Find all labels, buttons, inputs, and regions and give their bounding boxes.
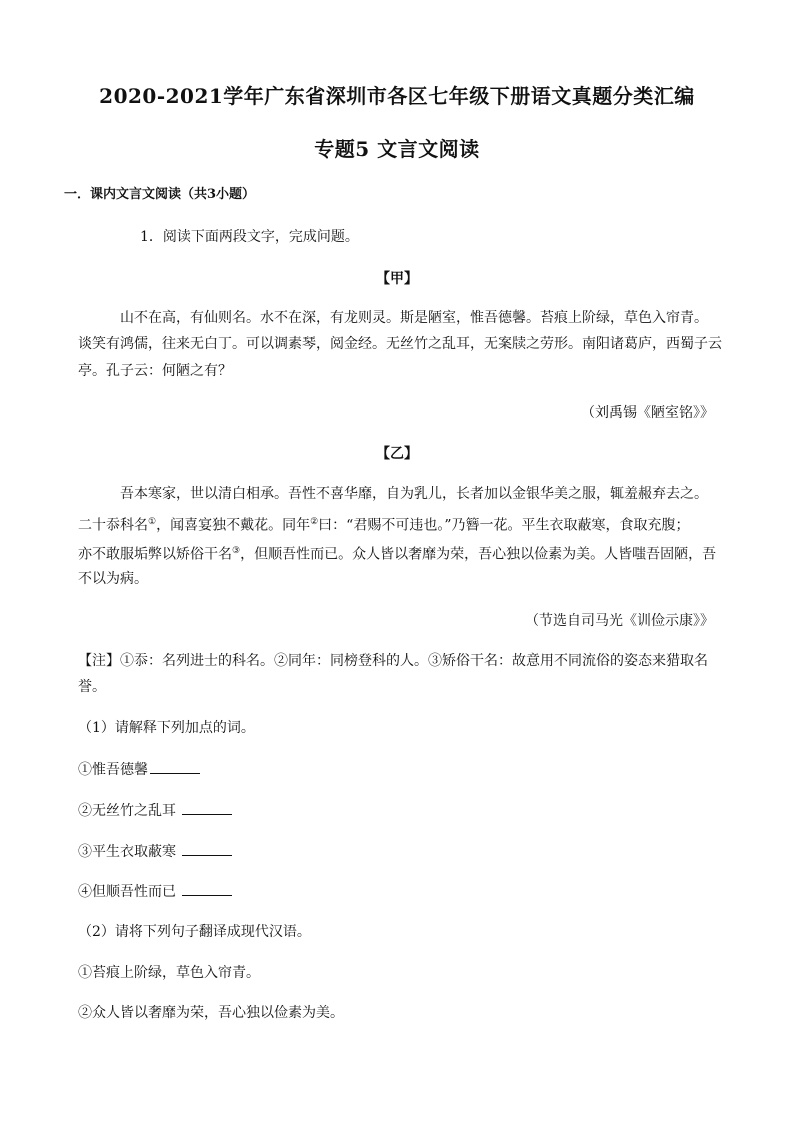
passage-jia-line: 山不在高，有仙则名。水不在深，有龙则灵。斯是陋室，惟吾德馨。苔痕上阶绿，草色入帘青。	[120, 310, 708, 326]
subquestion-1-item: ②无丝竹之乱耳	[78, 800, 718, 821]
answer-blank[interactable]	[182, 841, 232, 856]
subquestion-2-prompt: （2）请将下列句子翻译成现代汉语。	[78, 924, 311, 940]
passage-jia-source: （刘禹锡《陋室铭》》	[581, 405, 714, 421]
answer-blank[interactable]	[182, 800, 232, 815]
subquestion-2-item: ①苔痕上阶绿，草色入帘青。	[78, 965, 260, 981]
passage-yi-line: 吾本寒家，世以清白相承。吾性不喜华靡，自为乳儿，长者加以金银华美之服，辄羞赧弃去之。	[120, 486, 708, 502]
document-subtitle: 专题5 文言文阅读	[314, 137, 480, 161]
passage-yi-line: 不以为病。	[78, 571, 148, 587]
footnote-marker: ①	[148, 517, 157, 527]
subquestion-1-prompt: （1）请解释下列加点的词。	[78, 720, 255, 736]
subquestion-2-item: ②众人皆以奢靡为荣，吾心独以俭素为美。	[78, 1005, 344, 1021]
subquestion-1-item: ④但顺吾性而已	[78, 881, 718, 902]
subquestion-1-item: ①惟吾德馨	[78, 759, 718, 780]
passage-yi-source: （节选自司马光《训俭示康》》	[525, 613, 714, 629]
footnote-marker: ②	[310, 517, 319, 527]
footnote-marker: ③	[232, 546, 241, 556]
notes-line: 【注】①忝：名列进士的科名。②同年：同榜登科的人。③矫俗干名：故意用不同流俗的姿态来猎取名	[78, 653, 708, 669]
passage-yi-line: 二十忝科名①，闻喜宴独不戴花。同年②曰：“君赐不可违也。”乃簪一花。平生衣取蔽寒，食取充腹；	[78, 517, 690, 534]
passage-yi-label: 【乙】	[376, 446, 418, 462]
passage-jia-line: 亭。孔子云：何陋之有？	[78, 363, 232, 379]
passage-yi-line: 亦不敢服垢弊以矫俗干名③，但顺吾性而已。众人皆以奢靡为荣，吾心独以俭素为美。人皆嗤吾固陋，吾	[78, 546, 717, 563]
answer-blank[interactable]	[182, 881, 232, 896]
question-intro: 1．阅读下面两段文字，完成问题。	[140, 229, 359, 245]
answer-blank[interactable]	[150, 759, 200, 774]
passage-jia-line: 谈笑有鸿儒，往来无白丁。可以调素琴，阅金经。无丝竹之乱耳，无案牍之劳形。南阳诸葛庐，西蜀子云	[78, 336, 722, 352]
notes-line: 誉。	[78, 679, 106, 695]
subquestion-1-item: ③平生衣取蔽寒	[78, 841, 718, 862]
document-title: 2020-2021学年广东省深圳市各区七年级下册语文真题分类汇编	[99, 84, 695, 108]
passage-jia-label: 【甲】	[376, 271, 418, 287]
section-heading: 一．课内文言文阅读（共3小题）	[64, 187, 256, 202]
